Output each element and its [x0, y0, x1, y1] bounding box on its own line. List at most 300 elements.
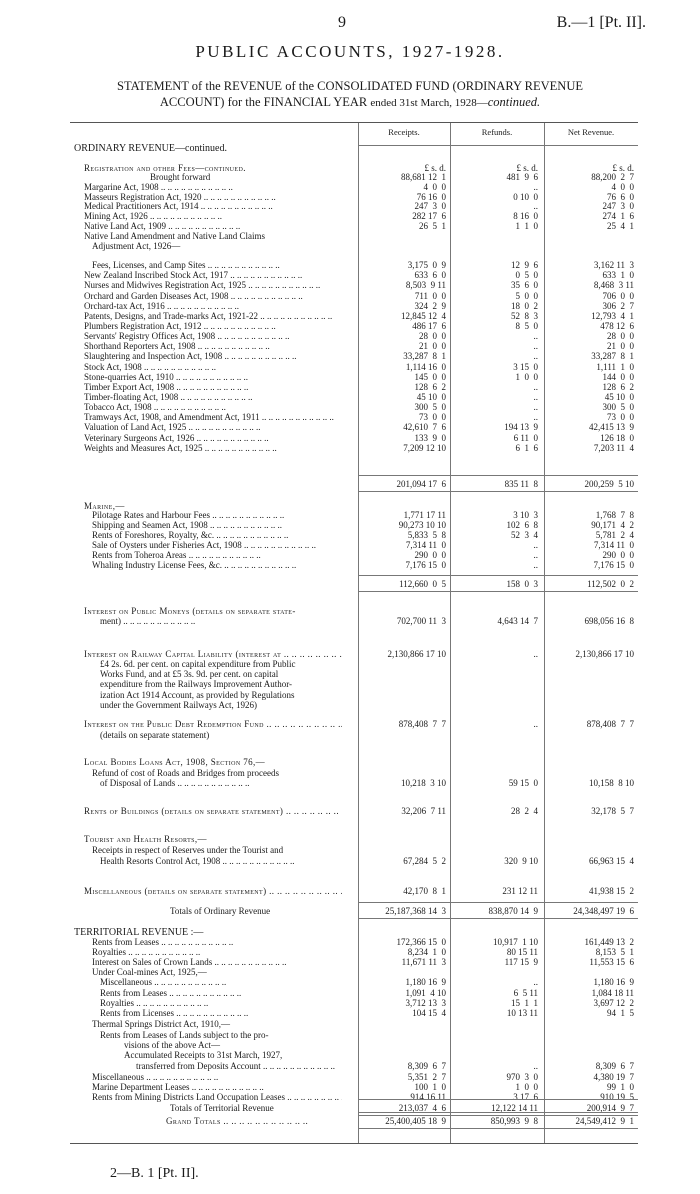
- net-revenue-cell: 10,158 8 10: [589, 778, 634, 788]
- refunds-cell: ..: [533, 351, 538, 361]
- table-row: [70, 845, 638, 856]
- row-label: Marine,—: [84, 501, 125, 511]
- refunds-cell: ..: [533, 540, 538, 550]
- row-label: Miscellaneous: [100, 977, 152, 987]
- revenue-table: [70, 122, 638, 1144]
- total-rule: [358, 491, 638, 492]
- row-label: Whaling Industry License Fees, &c.: [92, 560, 222, 570]
- refunds-cell: 102 6 8: [506, 520, 538, 530]
- receipts-cell: 100 1 0: [414, 1082, 446, 1092]
- row-label: Margarine Act, 1908: [84, 182, 159, 192]
- receipts-cell: 1,114 16 0: [405, 362, 446, 372]
- refunds-cell: 0 10 0: [513, 192, 538, 202]
- refunds-cell: 6 1 6: [515, 443, 538, 453]
- row-label: Thermal Springs District Act, 1910,—: [92, 1019, 230, 1029]
- net-revenue-cell: 698,056 16 8: [584, 616, 634, 626]
- receipts-cell: 5,833 5 8: [407, 530, 446, 540]
- refunds-cell: 80 15 11: [506, 947, 538, 957]
- row-label: Rents of Foreshores, Royalty, &c.: [92, 530, 215, 540]
- total-rule: [358, 902, 638, 903]
- net-revenue-cell: 274 1 6: [602, 211, 634, 221]
- net-revenue-cell: 21 0 0: [607, 341, 634, 351]
- row-label: expenditure from the Railways Improvement Author-: [100, 679, 293, 689]
- row-label: Native Land Act, 1909: [84, 221, 166, 231]
- receipts-cell: 702,700 11 3: [396, 616, 446, 626]
- net-revenue-cell: 45 10 0: [604, 392, 634, 402]
- row-label-cell: [84, 443, 342, 454]
- net-revenue-cell: 126 18 0: [600, 433, 634, 443]
- row-label: Royalties: [92, 947, 126, 957]
- receipts-cell: 7,209 12 10: [403, 443, 446, 453]
- row-label: Slaughtering and Inspection Act, 1908: [84, 351, 223, 361]
- net-revenue-cell: 7,314 11 0: [593, 540, 634, 550]
- receipts-cell: 25,187,368 14 3: [385, 906, 446, 916]
- row-label: Veterinary Surgeons Act, 1926: [84, 433, 195, 443]
- receipts-cell: 8,503 9 11: [405, 280, 446, 290]
- net-revenue-cell: 4,380 19 7: [593, 1072, 634, 1082]
- receipts-cell: 711 0 0: [414, 291, 446, 301]
- row-label: under the Government Railways Act, 1926): [100, 700, 257, 710]
- net-revenue-cell: 4 0 0: [611, 182, 634, 192]
- net-revenue-cell: 11,553 15 6: [589, 957, 634, 967]
- receipts-cell: 42,170 8 1: [403, 886, 446, 896]
- refunds-cell: 231 12 11: [502, 886, 538, 896]
- row-label-cell: [170, 1103, 342, 1114]
- refunds-cell: 52 8 3: [511, 311, 538, 321]
- row-label: Tourist and Health Resorts,—: [84, 834, 207, 844]
- refunds-cell: 1 0 0: [515, 372, 538, 382]
- row-label: Interest on Railway Capital Liability (interest at: [84, 649, 282, 659]
- table-row: [70, 280, 638, 291]
- table-row: [70, 719, 638, 730]
- net-revenue-cell: 1,180 16 9: [593, 977, 634, 987]
- net-revenue-cell: 88,200 2 7: [591, 172, 634, 182]
- row-label-cell: [136, 1061, 342, 1072]
- col-header-refunds: Refunds.: [481, 127, 513, 137]
- refunds-cell: 8 5 0: [515, 321, 538, 331]
- table-row: [70, 778, 638, 789]
- refunds-cell: 3 17 6: [513, 1092, 538, 1102]
- net-revenue-cell: 478 12 6: [600, 321, 634, 331]
- net-revenue-cell: 306 2 7: [602, 301, 634, 311]
- refunds-cell: ..: [533, 412, 538, 422]
- receipts-cell: 88,681 12 1: [401, 172, 446, 182]
- refunds-cell: ..: [533, 560, 538, 570]
- row-label: Stone-quarries Act, 1910: [84, 372, 174, 382]
- net-revenue-cell: 878,408 7 7: [586, 719, 634, 729]
- refunds-cell: 4,643 14 7: [497, 616, 538, 626]
- page-footer: 2—B. 1 [Pt. II].: [110, 1166, 199, 1181]
- refunds-cell: 35 6 0: [511, 280, 538, 290]
- row-label: Rents from Licenses: [100, 1008, 174, 1018]
- refunds-cell: 6 5 11: [513, 988, 538, 998]
- table-row: [70, 856, 638, 867]
- refunds-cell: 1 0 0: [515, 1082, 538, 1092]
- lsd-header: £ s. d.: [612, 163, 634, 173]
- refunds-cell: ..: [533, 201, 538, 211]
- statement-line-2a: ACCOUNT) for the FINANCIAL YEAR: [159, 95, 371, 109]
- net-revenue-cell: 8,468 3 11: [593, 280, 634, 290]
- row-label: Works Fund, and at £5 3s. 9d. per cent. on capital: [100, 669, 279, 679]
- row-label-cell: [100, 856, 342, 867]
- refunds-cell: ..: [533, 649, 538, 659]
- table-row: [70, 616, 638, 627]
- receipts-cell: 1,771 17 11: [403, 510, 446, 520]
- net-revenue-cell: 1,084 18 11: [591, 988, 634, 998]
- row-label-cell: [74, 143, 342, 154]
- row-label: ORDINARY REVENUE—continued.: [74, 143, 227, 154]
- receipts-cell: 112,660 0 5: [399, 579, 446, 589]
- row-label: Rents from Leases: [92, 937, 159, 947]
- net-revenue-cell: 33,287 8 1: [591, 351, 634, 361]
- refunds-cell: 320 9 10: [504, 856, 538, 866]
- row-label: Receipts in respect of Reserves under the Tourist and: [92, 845, 284, 855]
- statement-title: [30, 78, 670, 111]
- row-label-cell: [100, 730, 342, 741]
- refunds-cell: ..: [533, 182, 538, 192]
- refunds-cell: ..: [533, 382, 538, 392]
- receipts-cell: 90,273 10 10: [398, 520, 446, 530]
- receipts-cell: 10,218 3 10: [401, 778, 446, 788]
- table-row: [70, 143, 638, 154]
- table-row: [70, 806, 638, 817]
- row-label: ization Act 1914 Account, as provided by Regulations: [100, 690, 295, 700]
- row-label: Orchard-tax Act, 1916: [84, 301, 165, 311]
- receipts-cell: 172,366 15 0: [396, 937, 446, 947]
- table-row: [70, 906, 638, 917]
- row-label: Brought forward: [150, 172, 211, 182]
- row-label: Timber Export Act, 1908: [84, 382, 175, 392]
- receipts-cell: 128 6 2: [414, 382, 446, 392]
- net-revenue-cell: 633 1 0: [602, 270, 634, 280]
- row-label-cell: [84, 806, 342, 817]
- net-revenue-cell: 42,415 13 9: [589, 422, 634, 432]
- refunds-cell: 10 13 11: [506, 1008, 538, 1018]
- refunds-cell: 28 2 4: [511, 806, 538, 816]
- net-revenue-cell: 66,963 15 4: [589, 856, 634, 866]
- total-rule: [358, 575, 638, 576]
- receipts-cell: 878,408 7 7: [398, 719, 446, 729]
- row-label: New Zealand Inscribed Stock Act, 1917: [84, 270, 228, 280]
- net-revenue-cell: 7,176 15 0: [593, 560, 634, 570]
- row-label: Nurses and Midwives Registration Act, 1925: [84, 280, 246, 290]
- row-label-cell: [92, 1092, 342, 1103]
- receipts-cell: 145 0 0: [414, 372, 446, 382]
- row-label: Royalties: [100, 998, 134, 1008]
- receipts-cell: 8,234 1 0: [407, 947, 446, 957]
- receipts-cell: 486 17 6: [412, 321, 446, 331]
- row-label: Miscellaneous (details on separate statement): [84, 886, 267, 896]
- table-row: [70, 1050, 638, 1061]
- receipts-cell: 3,712 13 3: [405, 998, 446, 1008]
- table-row: [70, 700, 638, 711]
- receipts-cell: 2,130,866 17 10: [387, 649, 446, 659]
- receipts-cell: 12,845 12 4: [401, 311, 446, 321]
- net-revenue-cell: 706 0 0: [602, 291, 634, 301]
- receipts-cell: 28 0 0: [419, 331, 446, 341]
- row-label: Rents from Leases of Lands subject to the pro-: [100, 1030, 269, 1040]
- net-revenue-cell: 112,502 0 2: [587, 579, 634, 589]
- table-row: [70, 351, 638, 362]
- refunds-cell: 3 10 3: [513, 510, 538, 520]
- refunds-cell: 5 0 0: [515, 291, 538, 301]
- row-label: Rents from Toheroa Areas: [92, 550, 187, 560]
- refunds-cell: 15 1 1: [511, 998, 538, 1008]
- row-label-cell: [92, 1019, 342, 1030]
- refunds-cell: 18 0 2: [511, 301, 538, 311]
- refunds-cell: 10,917 1 10: [493, 937, 538, 947]
- row-label: Interest on Public Moneys (details on separate state-: [84, 606, 296, 616]
- net-revenue-cell: 161,449 13 2: [584, 937, 634, 947]
- lsd-header: £ s. d.: [424, 163, 446, 173]
- row-label: Interest on Sales of Crown Lands: [92, 957, 213, 967]
- row-label: Orchard and Garden Diseases Act, 1908: [84, 291, 229, 301]
- total-rule: [358, 1112, 638, 1113]
- net-revenue-cell: 3,697 12 2: [593, 998, 634, 1008]
- net-revenue-cell: 99 1 0: [607, 1082, 634, 1092]
- net-revenue-cell: 25 4 1: [607, 221, 634, 231]
- row-label: Accumulated Receipts to 31st March, 1927,: [124, 1050, 283, 1060]
- row-label: Weights and Measures Act, 1925: [84, 443, 203, 453]
- row-label-cell: [92, 845, 342, 856]
- receipts-cell: 42,610 7 6: [403, 422, 446, 432]
- page-number: 9: [338, 14, 346, 31]
- refunds-cell: ..: [533, 392, 538, 402]
- page-title: PUBLIC ACCOUNTS, 1927-1928.: [195, 42, 505, 61]
- refunds-cell: 1 1 0: [515, 221, 538, 231]
- row-label: Registration and other Fees—continued.: [84, 163, 246, 173]
- col-header-net: Net Revenue.: [567, 127, 615, 137]
- row-label: TERRITORIAL REVENUE :—: [74, 927, 204, 938]
- net-revenue-cell: 290 0 0: [602, 550, 634, 560]
- receipts-cell: 290 0 0: [414, 550, 446, 560]
- row-label-cell: [92, 560, 342, 571]
- receipts-cell: 45 10 0: [416, 392, 446, 402]
- row-label-cell: [84, 351, 342, 362]
- receipts-cell: 914 16 11: [410, 1092, 446, 1102]
- statement-line-1: STATEMENT of the REVENUE of the CONSOLIDATED FUND (ORDINARY REVENUE: [117, 79, 583, 93]
- receipts-cell: 300 5 0: [414, 402, 446, 412]
- row-label: Local Bodies Loans Act, 1908, Section 76,—: [84, 757, 266, 767]
- row-label-cell: [84, 422, 342, 433]
- row-label-cell: [84, 886, 342, 897]
- row-label: Interest on the Public Debt Redemption Fund: [84, 719, 264, 729]
- statement-line-2: [30, 94, 670, 111]
- net-revenue-cell: 7,203 11 4: [593, 443, 634, 453]
- net-revenue-cell: 128 6 2: [602, 382, 634, 392]
- net-revenue-cell: 247 3 0: [602, 201, 634, 211]
- receipts-cell: 213,037 4 6: [398, 1103, 446, 1113]
- table-row: [70, 886, 638, 897]
- receipts-cell: 282 17 6: [412, 211, 446, 221]
- refunds-cell: ..: [533, 341, 538, 351]
- net-revenue-cell: 24,348,497 19 6: [573, 906, 634, 916]
- row-label: Pilotage Rates and Harbour Fees: [92, 510, 210, 520]
- row-label: Miscellaneous: [92, 1072, 144, 1082]
- row-label: Shipping and Seamen Act, 1908: [92, 520, 208, 530]
- table-row: [70, 241, 638, 252]
- receipts-cell: 324 2 9: [414, 301, 446, 311]
- net-revenue-cell: 12,793 4 1: [591, 311, 634, 321]
- row-label: Grand Totals: [166, 1116, 221, 1126]
- refunds-cell: 6 11 0: [513, 433, 538, 443]
- receipts-cell: 133 9 0: [414, 433, 446, 443]
- document-reference: B.—1 [Pt. II].: [556, 14, 646, 31]
- row-label: Sale of Oysters under Fisheries Act, 1908: [92, 540, 242, 550]
- table-row: [70, 560, 638, 571]
- refunds-cell: 835 11 8: [504, 479, 538, 489]
- statement-line-2c: continued.: [487, 95, 541, 109]
- row-label: Plumbers Registration Act, 1912: [84, 321, 202, 331]
- total-rule: [358, 1099, 638, 1100]
- row-label-cell: [84, 280, 342, 291]
- row-label: Timber-floating Act, 1908: [84, 392, 179, 402]
- row-label: Adjustment Act, 1926—: [92, 241, 181, 251]
- refunds-cell: 117 15 9: [504, 957, 538, 967]
- row-label: Under Coal-mines Act, 1925,—: [92, 967, 207, 977]
- receipts-cell: 247 3 0: [414, 201, 446, 211]
- net-revenue-cell: 90,171 4 2: [591, 520, 634, 530]
- refunds-cell: 194 13 9: [504, 422, 538, 432]
- row-label: of Disposal of Lands: [100, 778, 176, 788]
- refunds-cell: 52 3 4: [511, 530, 538, 540]
- refunds-cell: ..: [533, 1061, 538, 1071]
- row-label: Rents from Leases: [100, 988, 167, 998]
- table-row: [70, 757, 638, 768]
- row-label: Refund of cost of Roads and Bridges from proceeds: [92, 768, 279, 778]
- refunds-cell: ..: [533, 719, 538, 729]
- total-rule: [358, 918, 638, 919]
- refunds-cell: 850,993 9 8: [490, 1116, 538, 1126]
- refunds-cell: 970 3 0: [506, 1072, 538, 1082]
- row-label: Rents of Buildings (details on separate statement): [84, 806, 284, 816]
- table-row: [70, 579, 638, 590]
- row-label: Shorthand Reporters Act, 1908: [84, 341, 196, 351]
- refunds-cell: ..: [533, 550, 538, 560]
- net-revenue-cell: 8,309 6 7: [595, 1061, 634, 1071]
- refunds-cell: 158 0 3: [506, 579, 538, 589]
- row-label: Totals of Territorial Revenue: [170, 1103, 274, 1113]
- row-label: Tobacco Act, 1908: [84, 402, 152, 412]
- table-row: [70, 1019, 638, 1030]
- row-label-cell: [100, 616, 342, 627]
- receipts-cell: 21 0 0: [419, 341, 446, 351]
- col-header-receipts: Receipts.: [388, 127, 420, 137]
- refunds-cell: 12,122 14 11: [491, 1103, 538, 1113]
- net-revenue-cell: 1,768 7 8: [595, 510, 634, 520]
- row-label: (details on separate statement): [100, 730, 210, 740]
- net-revenue-cell: 73 0 0: [607, 412, 634, 422]
- net-revenue-cell: 94 1 5: [607, 1008, 634, 1018]
- refunds-cell: 59 15 0: [508, 778, 538, 788]
- row-label-cell: [92, 241, 342, 252]
- row-label-cell: [124, 1050, 342, 1061]
- table-row: [70, 1116, 638, 1127]
- row-label: Native Land Amendment and Native Land Claims: [84, 231, 265, 241]
- table-row: [70, 1061, 638, 1072]
- row-label-cell: [84, 757, 342, 768]
- receipts-cell: 104 15 4: [412, 1008, 446, 1018]
- receipts-cell: 33,287 8 1: [403, 351, 446, 361]
- net-revenue-cell: 2,130,866 17 10: [575, 649, 634, 659]
- row-label-cell: [100, 778, 342, 789]
- receipts-cell: 5,351 2 7: [407, 1072, 446, 1082]
- refunds-cell: 12 9 6: [511, 260, 538, 270]
- net-revenue-cell: 24,549,412 9 1: [575, 1116, 634, 1126]
- row-label: Rents from Mining Districts Land Occupation Leases: [92, 1092, 285, 1102]
- row-label-cell: [84, 719, 342, 730]
- refunds-cell: 838,870 14 9: [488, 906, 538, 916]
- total-rule: [358, 475, 638, 476]
- net-revenue-cell: 5,781 2 4: [595, 530, 634, 540]
- row-label: £4 2s. 6d. per cent. on capital expenditure from Public: [100, 659, 296, 669]
- receipts-cell: 8,309 6 7: [407, 1061, 446, 1071]
- row-label-cell: [84, 834, 342, 845]
- net-revenue-cell: 300 5 0: [602, 402, 634, 412]
- net-revenue-cell: 3,162 11 3: [593, 260, 634, 270]
- refunds-cell: 481 9 6: [506, 172, 538, 182]
- receipts-cell: 67,284 5 2: [403, 856, 446, 866]
- refunds-cell: 8 16 0: [513, 211, 538, 221]
- net-revenue-cell: 28 0 0: [607, 331, 634, 341]
- net-revenue-cell: 76 6 0: [607, 192, 634, 202]
- receipts-cell: 73 0 0: [419, 412, 446, 422]
- row-label: Medical Practitioners Act, 1914: [84, 201, 199, 211]
- receipts-cell: 32,206 7 11: [401, 806, 446, 816]
- row-label-cell: [100, 700, 342, 711]
- receipts-cell: 3,175 0 9: [407, 260, 446, 270]
- net-revenue-cell: 910 19 5: [600, 1092, 634, 1102]
- refunds-cell: ..: [533, 977, 538, 987]
- receipts-cell: 7,176 15 0: [405, 560, 446, 570]
- row-label: Fees, Licenses, and Camp Sites: [92, 260, 206, 270]
- net-revenue-cell: 200,914 9 7: [586, 1103, 634, 1113]
- net-revenue-cell: 1,111 1 0: [596, 362, 634, 372]
- row-label: Stock Act, 1908: [84, 362, 142, 372]
- table-row: [70, 443, 638, 454]
- row-label-cell: [166, 1116, 342, 1127]
- row-label: Tramways Act, 1908, and Amendment Act, 1911: [84, 412, 260, 422]
- statement-line-2b: ended 31st March, 1928—: [370, 97, 488, 109]
- receipts-cell: 1,180 16 9: [405, 977, 446, 987]
- row-label-cell: [100, 1008, 342, 1019]
- page-header: [0, 0, 700, 120]
- row-label: visions of the above Act—: [124, 1040, 220, 1050]
- table-row: [70, 834, 638, 845]
- row-label-cell: [170, 906, 342, 917]
- refunds-cell: ..: [533, 402, 538, 412]
- receipts-cell: 633 6 0: [414, 270, 446, 280]
- lsd-header: £ s. d.: [516, 163, 538, 173]
- table-row: [70, 1008, 638, 1019]
- receipts-cell: 1,091 4 10: [405, 988, 446, 998]
- row-label: Masseurs Registration Act, 1920: [84, 192, 202, 202]
- receipts-cell: 11,671 11 3: [401, 957, 446, 967]
- row-label: Patents, Designs, and Trade-marks Act, 1921-22: [84, 311, 258, 321]
- table-row: [70, 1092, 638, 1103]
- row-label: Mining Act, 1926: [84, 211, 148, 221]
- receipts-cell: 4 0 0: [423, 182, 446, 192]
- row-label-cell: [100, 679, 342, 690]
- receipts-cell: 76 16 0: [416, 192, 446, 202]
- table-row: [70, 679, 638, 690]
- refunds-cell: ..: [533, 331, 538, 341]
- net-revenue-cell: 144 0 0: [602, 372, 634, 382]
- receipts-cell: 25,400,405 18 9: [385, 1116, 446, 1126]
- receipts-cell: 7,314 11 0: [405, 540, 446, 550]
- row-label: transferred from Deposits Account: [136, 1061, 261, 1071]
- refunds-cell: 0 5 0: [515, 270, 538, 280]
